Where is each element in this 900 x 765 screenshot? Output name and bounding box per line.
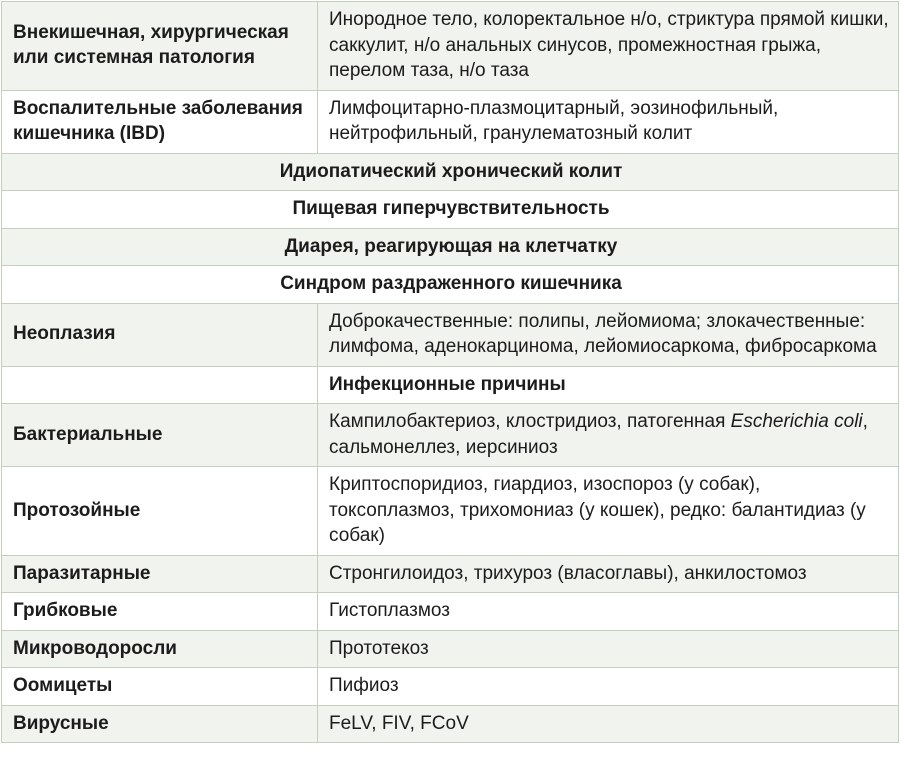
table-row	[2, 555, 899, 593]
row-label: Неоплазия	[2, 303, 318, 366]
table-row	[2, 593, 899, 631]
row-label: Бактериальные	[2, 404, 318, 467]
section-heading: Идиопатический хронический колит	[2, 153, 899, 191]
section-heading: Пищевая гиперчувствительность	[2, 191, 899, 229]
section-heading: Синдром раздраженного кишечника	[2, 266, 899, 304]
table-row	[2, 153, 899, 191]
row-description: Криптоспоридиоз, гиардиоз, изоспороз (у собак), токсоплазмоз, трихомониаз (у кошек), редко: балантидиаз (у собак)	[318, 467, 899, 556]
row-description: Доброкачественные: полипы, лейомиома; злокачественные: лимфома, аденокарцинома, лейомиосаркома, фибросаркома	[318, 303, 899, 366]
row-label: Оомицеты	[2, 668, 318, 706]
empty-cell	[2, 366, 318, 404]
row-label: Внекишечная, хирургическая или системная патология	[2, 2, 318, 91]
row-label: Грибковые	[2, 593, 318, 631]
row-description: Стронгилоидоз, трихуроз (власоглавы), анкилостомоз	[318, 555, 899, 593]
table-row	[2, 2, 899, 91]
row-description: Инородное тело, колоректальное н/о, стриктура прямой кишки, саккулит, н/о анальных синусов, промежностная грыжа, перелом таза, н/о таза	[318, 2, 899, 91]
table-row	[2, 467, 899, 556]
causes-table	[1, 1, 899, 743]
section-heading: Диарея, реагирующая на клетчатку	[2, 228, 899, 266]
desc-italic-text: Escherichia coli	[730, 411, 863, 432]
table-row	[2, 705, 899, 743]
row-label: Воспалительные заболевания кишечника (IBD)	[2, 90, 318, 153]
table-row	[2, 303, 899, 366]
row-description: Лимфоцитарно-плазмоцитарный, эозинофильный, нейтрофильный, гранулематозный колит	[318, 90, 899, 153]
row-description: Прототекоз	[318, 630, 899, 668]
row-description: Пифиоз	[318, 668, 899, 706]
row-description	[318, 404, 899, 467]
row-description: Гистоплазмоз	[318, 593, 899, 631]
row-description: FeLV, FIV, FCoV	[318, 705, 899, 743]
table-row	[2, 668, 899, 706]
table-row	[2, 630, 899, 668]
table-row	[2, 404, 899, 467]
desc-text: Кампилобактериоз, клостридиоз, патогенная	[329, 411, 731, 432]
row-label: Вирусные	[2, 705, 318, 743]
table-row	[2, 366, 899, 404]
table-row	[2, 191, 899, 229]
table-row	[2, 228, 899, 266]
subsection-heading: Инфекционные причины	[318, 366, 899, 404]
table-row	[2, 90, 899, 153]
row-label: Протозойные	[2, 467, 318, 556]
row-label: Микроводоросли	[2, 630, 318, 668]
row-label: Паразитарные	[2, 555, 318, 593]
table-row	[2, 266, 899, 304]
desc-text: , сальмонеллез, иерсиниоз	[329, 411, 868, 458]
